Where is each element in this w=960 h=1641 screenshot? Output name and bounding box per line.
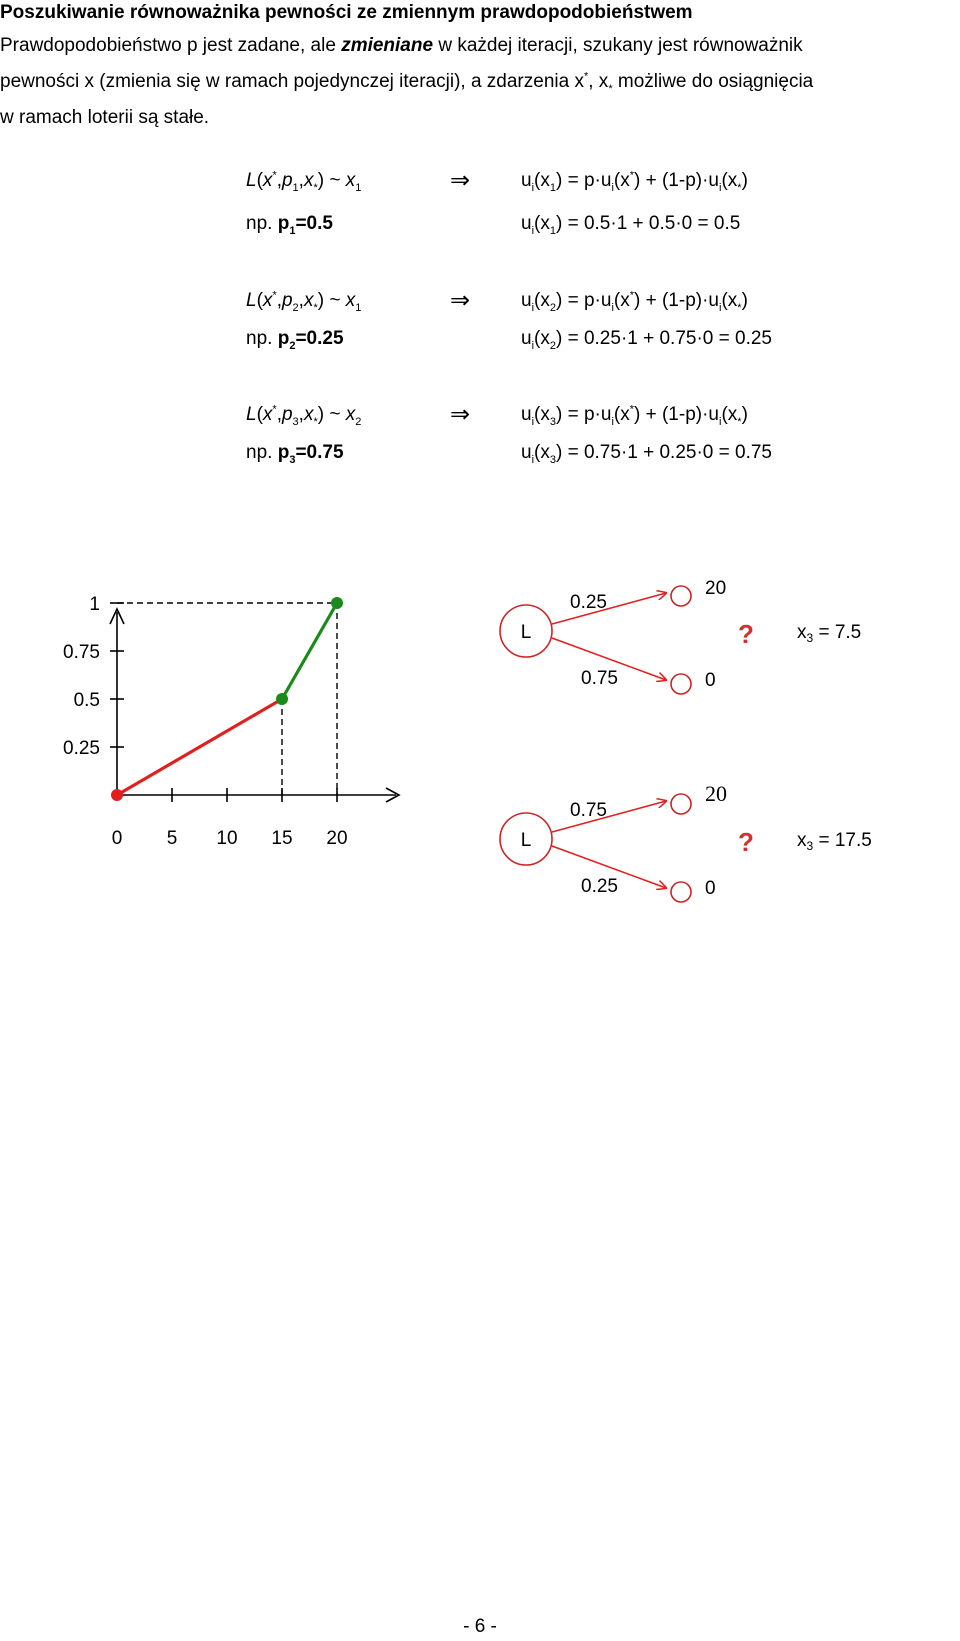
example-calc-3: $u_i(x_3) = 0.75\cdot 1 + 0.25\cdot 0 = 0.75$ [521, 442, 772, 466]
example-p-3: np. $p_3=0.75$ [246, 442, 344, 466]
example-p-1: np. $p_1=0.5$ [246, 213, 333, 237]
lottery-tree-2 [500, 781, 872, 902]
series-line-segment-2 [282, 603, 337, 699]
series-line-segment-1 [117, 699, 282, 795]
y-tick-label: 0.25 [63, 738, 100, 759]
implies-arrow: ⇒ [450, 286, 471, 314]
outcome-node-top [671, 586, 691, 606]
data-point [331, 597, 343, 609]
prob-top: 0.75 [570, 800, 607, 821]
example-calc-1: $u_i(x_1) = 0.5\cdot 1 + 0.5\cdot 0 = 0.5$ [521, 213, 741, 237]
utility-formula-2: $u_i(x_2) = p\cdot u_i(x^*) + (1-p)\cdot u_i(x_*)$ [521, 289, 748, 314]
question-mark-icon: ? [738, 619, 754, 649]
paragraph-line-1: Prawdopodobieństwo p jest zadane, ale zmieniane w każdej iteracji, szukany jest równoważnik [0, 35, 803, 56]
question-mark-icon: ? [738, 827, 754, 857]
x-tick-label: 10 [216, 828, 238, 849]
y-tick-label: 0.75 [63, 642, 100, 663]
page-title: Poszukiwanie równoważnika pewności ze zmiennym prawdopodobieństwem [0, 2, 693, 23]
outcome-node-bottom [671, 674, 691, 694]
outcome-top: 20 [705, 578, 727, 599]
paragraph-line-3: w ramach loterii są stałe. [0, 107, 210, 128]
page-number: - 6 - [463, 1616, 497, 1637]
outcome-bottom: 0 [705, 670, 716, 691]
prob-top: 0.25 [570, 592, 607, 613]
paragraph-line-2: pewności x (zmienia się w ramach pojedynczej iteracji), a zdarzenia x*, $x_*$ możliwe do osiągnięcia [0, 70, 814, 95]
data-point [111, 789, 123, 801]
outcome-top: 20 [705, 781, 727, 806]
utility-formula-3: $u_i(x_3) = p\cdot u_i(x^*) + (1-p)\cdot u_i(x_*)$ [521, 403, 748, 428]
x-tick-label: 5 [166, 828, 178, 849]
lottery-formula-2: $L(x^*,p_2,x_*)$ ~ $x_1$ [246, 289, 362, 314]
lottery-tree-1 [500, 578, 861, 694]
prob-bottom: 0.75 [581, 668, 618, 689]
x-tick-label: 15 [271, 828, 293, 849]
result-2: $x_3 = 17.5$ [797, 830, 872, 853]
utility-formula-1: $u_i(x_1) = p\cdot u_i(x^*) + (1-p)\cdot u_i(x_*)$ [521, 169, 748, 194]
prob-bottom: 0.25 [581, 876, 618, 897]
lottery-node-label: L [520, 830, 532, 851]
y-tick-label: 0.5 [73, 690, 100, 711]
x-tick-label: 0 [111, 828, 123, 849]
result-1: $x_3 = 7.5$ [797, 622, 862, 645]
x-tick-label: 20 [326, 828, 348, 849]
data-point [276, 693, 288, 705]
implies-arrow: ⇒ [450, 166, 471, 194]
outcome-bottom: 0 [705, 878, 716, 899]
lottery-formula-3: $L(x^*,p_3,x_*)$ ~ $x_2$ [246, 403, 362, 428]
example-p-2: np. $p_2=0.25$ [246, 328, 344, 352]
outcome-node-top [671, 794, 691, 814]
example-calc-2: $u_i(x_2) = 0.25\cdot 1 + 0.75\cdot 0 = 0.25$ [521, 328, 772, 352]
y-tick-label: 1 [89, 594, 100, 615]
utility-chart [63, 594, 399, 849]
lottery-node-label: L [520, 622, 532, 643]
outcome-node-bottom [671, 882, 691, 902]
lottery-formula-1: $L(x^*,p_1,x_*)$ ~ $x_1$ [246, 169, 362, 194]
implies-arrow: ⇒ [450, 400, 471, 428]
